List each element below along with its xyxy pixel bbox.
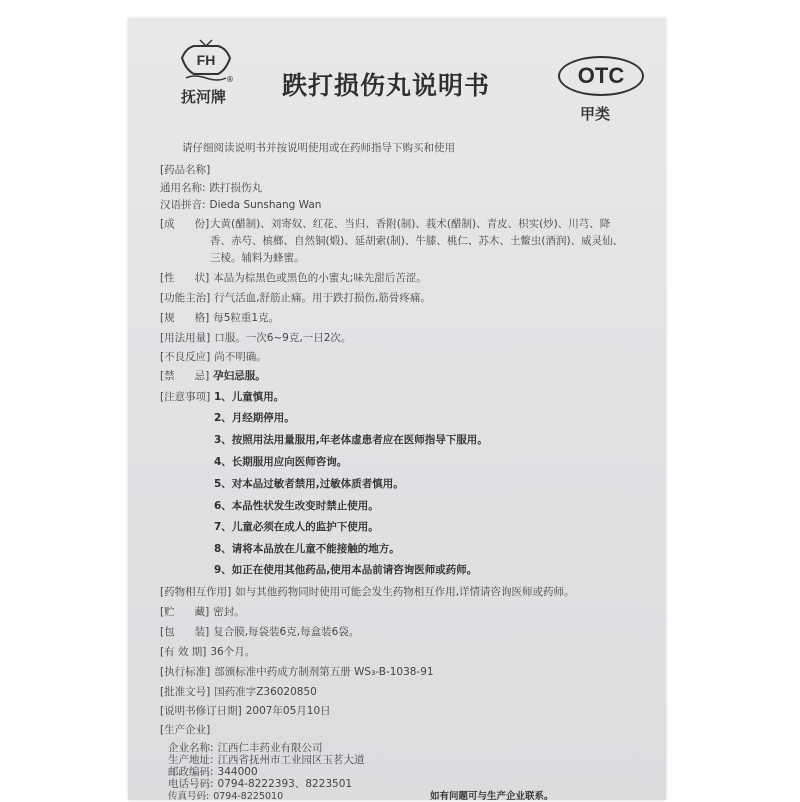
indications-row [160, 290, 431, 305]
manufacturer-row-label: 电话号码: [168, 778, 214, 790]
leaflet-paper [128, 18, 666, 800]
dosage-value: 口服。一次6~9克,一日2次。 [214, 332, 352, 344]
registered-mark: ® [226, 75, 234, 84]
interactions-label: [药物相互作用] [160, 586, 232, 598]
pinyin-label: 汉语拼音: [160, 199, 206, 211]
storage-value: 密封。 [213, 606, 245, 618]
composition-label: [成 份] [160, 218, 210, 230]
pinyin-row [160, 197, 321, 212]
properties-row [160, 270, 427, 285]
manufacturer-row-value: 江西仁丰药业有限公司 [217, 742, 323, 754]
validity-label: [有 效 期] [160, 646, 207, 658]
contraindication-label: [禁 忌] [160, 370, 210, 382]
standard-value: 部颁标准中药成方制剂第五册 WS₃-B-1038-91 [214, 666, 434, 678]
logo-text: FH [196, 52, 216, 68]
indications-label: [功能主治] [160, 292, 211, 304]
precaution-item: 5、对本品过敏者禁用,过敏体质者慎用。 [214, 478, 404, 490]
drug-name-section: [药品名称] [160, 164, 211, 176]
revision-row [160, 703, 331, 718]
precaution-item: 1、儿童慎用。 [214, 391, 285, 403]
revision-label: [说明书修订日期] [160, 705, 242, 717]
brand-logo [176, 38, 236, 84]
manufacturer-row-value: 江西省抚州市工业园区玉茗大道 [217, 754, 365, 766]
precautions-label: [注意事项] [160, 391, 211, 403]
specification-row [160, 310, 279, 325]
validity-row [160, 644, 255, 659]
manufacturer-row-value: 344000 [217, 766, 258, 778]
pinyin-value: Dieda Sunshang Wan [209, 199, 322, 211]
common-name-label: 通用名称: [160, 182, 206, 194]
standard-row [160, 664, 434, 679]
standard-label: [执行标准] [160, 666, 211, 678]
specification-value: 每5粒重1克。 [213, 312, 280, 324]
manufacturer-row-value: 0794-8222393、8223501 [217, 778, 353, 790]
validity-value: 36个月。 [210, 646, 256, 658]
manufacturer-row-label: 企业名称: [168, 742, 214, 754]
dosage-label: [用法用量] [160, 332, 211, 344]
instruction-text: 请仔细阅读说明书并按说明使用或在药师指导下购买和使用 [182, 142, 455, 154]
precaution-item: 7、儿童必须在成人的监护下使用。 [214, 521, 379, 533]
adverse-value: 尚不明确。 [214, 351, 267, 363]
approval-label: [批准文号] [160, 686, 211, 698]
composition-line: 三棱。辅料为蜂蜜。 [210, 252, 305, 264]
contraindication-row [160, 368, 266, 383]
precaution-item: 3、按照用法用量服用,年老体虚患者应在医师指导下服用。 [214, 434, 488, 446]
brand-name: 抚河牌 [181, 88, 227, 106]
properties-value: 本品为棕黑色或黑色的小蜜丸;味先甜后苦涩。 [213, 272, 427, 284]
manufacturer-footer: 如有问题可与生产企业联系。 [430, 791, 554, 802]
manufacturer-row-label: 生产地址: [168, 754, 214, 766]
composition-line: 香、赤芍、槟榔、自然铜(煅)、延胡索(制)、牛膝、桃仁、苏木、土鳖虫(酒润)、威灵仙、 [210, 235, 624, 247]
document-title: 跌打损伤丸说明书 [282, 71, 491, 100]
storage-label: [贮 藏] [160, 606, 210, 618]
approval-value: 国药准字Z36020850 [214, 686, 317, 698]
package-row [160, 624, 359, 639]
storage-row [160, 604, 245, 619]
common-name-row [160, 180, 262, 195]
precaution-item: 9、如正在使用其他药品,使用本品前请咨询医师或药师。 [214, 564, 478, 576]
specification-label: [规 格] [160, 312, 210, 324]
dosage-row [160, 330, 351, 345]
indications-value: 行气活血,舒筋止痛。用于跌打损伤,筋骨疼痛。 [214, 292, 431, 304]
otc-text: OTC [577, 63, 625, 88]
manufacturer-row-label: 邮政编码: [168, 766, 214, 778]
approval-row [160, 684, 317, 699]
interactions-row [160, 584, 575, 599]
precaution-item: 2、月经期停用。 [214, 412, 295, 424]
common-name-value: 跌打损伤丸 [209, 182, 263, 194]
properties-label: [性 状] [160, 272, 210, 284]
precaution-item: 8、请将本品放在儿童不能接触的地方。 [214, 543, 400, 555]
contraindication-value: 孕妇忌服。 [213, 370, 266, 382]
composition-line: 大黄(醋制)、刘寄奴、红花、当归、香附(制)、莪术(醋制)、青皮、枳实(炒)、川芎、降 [210, 218, 611, 230]
revision-value: 2007年05月10日 [245, 705, 331, 717]
interactions-value: 如与其他药物同时使用可能会发生药物相互作用,详情请咨询医师或药师。 [235, 586, 575, 598]
adverse-row [160, 349, 267, 364]
manufacturer-row-value: 0794-8225010 [213, 791, 284, 802]
manufacturer-section: [生产企业] [160, 724, 211, 736]
precaution-item: 6、本品性状发生改变时禁止使用。 [214, 500, 379, 512]
adverse-label: [不良反应] [160, 351, 211, 363]
package-value: 复合膜,每袋装6克,每盒装6袋。 [213, 626, 360, 638]
otc-class-label: 甲类 [580, 105, 611, 123]
precaution-item: 4、长期服用应向医师咨询。 [214, 456, 348, 468]
package-label: [包 装] [160, 626, 210, 638]
manufacturer-row-label: 传真号码: [168, 791, 210, 802]
otc-badge [558, 56, 644, 96]
